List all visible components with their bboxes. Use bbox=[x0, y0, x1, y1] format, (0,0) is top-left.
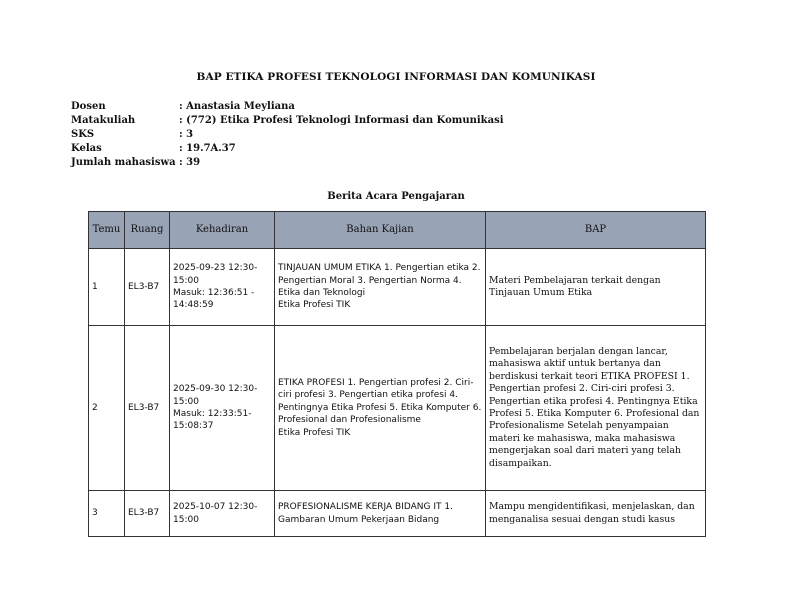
bap-table bbox=[88, 211, 706, 537]
info-label: SKS bbox=[71, 129, 95, 140]
info-value: : 19.7A.37 bbox=[179, 143, 236, 154]
cell-ruang: EL3-B7 bbox=[125, 249, 170, 326]
cell-kehadiran bbox=[170, 326, 275, 491]
info-value: : Anastasia Meyliana bbox=[179, 101, 295, 112]
info-row-dosen bbox=[71, 100, 504, 114]
info-label: Dosen bbox=[71, 101, 106, 112]
cell-bahan-kajian bbox=[275, 326, 486, 491]
info-value: : 3 bbox=[179, 129, 194, 140]
kehadiran-jadwal: 2025-09-30 12:30-15:00 bbox=[173, 384, 258, 407]
kehadiran-jadwal: 2025-10-07 12:30-15:00 bbox=[173, 502, 258, 525]
cell-kehadiran bbox=[170, 249, 275, 326]
bahan-kajian-matakuliah: Etika Profesi TIK bbox=[278, 427, 351, 438]
course-info bbox=[71, 100, 504, 170]
kehadiran-jadwal: 2025-09-23 12:30-15:00 bbox=[173, 263, 258, 286]
info-row-matakuliah bbox=[71, 114, 504, 128]
kehadiran-masuk: Masuk: 12:33:51-15:08:37 bbox=[173, 409, 252, 432]
table-row bbox=[89, 491, 706, 537]
cell-temu: 3 bbox=[89, 491, 125, 537]
cell-bahan-kajian bbox=[275, 491, 486, 537]
info-value: : (772) Etika Profesi Teknologi Informasi dan Komunikasi bbox=[179, 115, 504, 126]
bahan-kajian-text: PROFESIONALISME KERJA BIDANG IT 1. Gambaran Umum Pekerjaan Bidang bbox=[278, 502, 453, 525]
cell-temu: 2 bbox=[89, 326, 125, 491]
table-row bbox=[89, 326, 706, 491]
cell-bahan-kajian bbox=[275, 249, 486, 326]
info-label: Matakuliah bbox=[71, 115, 136, 126]
cell-ruang: EL3-B7 bbox=[125, 491, 170, 537]
bahan-kajian-text: ETIKA PROFESI 1. Pengertian profesi 2. Ciri-ciri profesi 3. Pengertian etika profesi 4. Pentingnya Etika Profesi 5. Etika Komputer 6. Profesional dan Profesionalisme bbox=[278, 377, 482, 426]
table-row bbox=[89, 249, 706, 326]
header-bahan-kajian: Bahan Kajian bbox=[275, 212, 486, 249]
info-label: Jumlah mahasiswa bbox=[71, 157, 176, 168]
header-bap: BAP bbox=[486, 212, 706, 249]
cell-bap: Mampu mengidentifikasi, menjelaskan, dan menganalisa sesuai dengan studi kasus bbox=[486, 491, 706, 537]
table-header-row bbox=[89, 212, 706, 249]
info-row-jumlah-mahasiswa bbox=[71, 156, 504, 170]
cell-kehadiran bbox=[170, 491, 275, 537]
cell-ruang: EL3-B7 bbox=[125, 326, 170, 491]
kehadiran-masuk: Masuk: 12:36:51 - 14:48:59 bbox=[173, 288, 255, 311]
info-label: Kelas bbox=[71, 143, 102, 154]
info-row-sks bbox=[71, 128, 504, 142]
bahan-kajian-matakuliah: Etika Profesi TIK bbox=[278, 300, 351, 311]
page-title: BAP ETIKA PROFESI TEKNOLOGI INFORMASI DAN KOMUNIKASI bbox=[196, 71, 596, 83]
cell-bap: Pembelajaran berjalan dengan lancar, mahasiswa aktif untuk bertanya dan berdiskusi terkait teori ETIKA PROFESI 1. Pengertian profesi 2. Ciri-ciri profesi 3. Pengertian etika profesi 4. Pentingnya Etika Profesi 5. Etika Komputer 6. Profesional dan Profesionalisme Setelah penyampaian materi ke mahasiswa, maka mahasiswa mengerjakan soal dari materi yang telah disampaikan. bbox=[486, 326, 706, 491]
info-row-kelas bbox=[71, 142, 504, 156]
header-kehadiran: Kehadiran bbox=[170, 212, 275, 249]
cell-temu: 1 bbox=[89, 249, 125, 326]
header-ruang: Ruang bbox=[125, 212, 170, 249]
section-title: Berita Acara Pengajaran bbox=[327, 191, 465, 202]
info-value: : 39 bbox=[179, 157, 201, 168]
header-temu: Temu bbox=[89, 212, 125, 249]
cell-bap: Materi Pembelajaran terkait dengan Tinjauan Umum Etika bbox=[486, 249, 706, 326]
bahan-kajian-text: TINJAUAN UMUM ETIKA 1. Pengertian etika 2. Pengertian Moral 3. Pengertian Norma 4. Etika dan Teknologi bbox=[278, 263, 481, 298]
